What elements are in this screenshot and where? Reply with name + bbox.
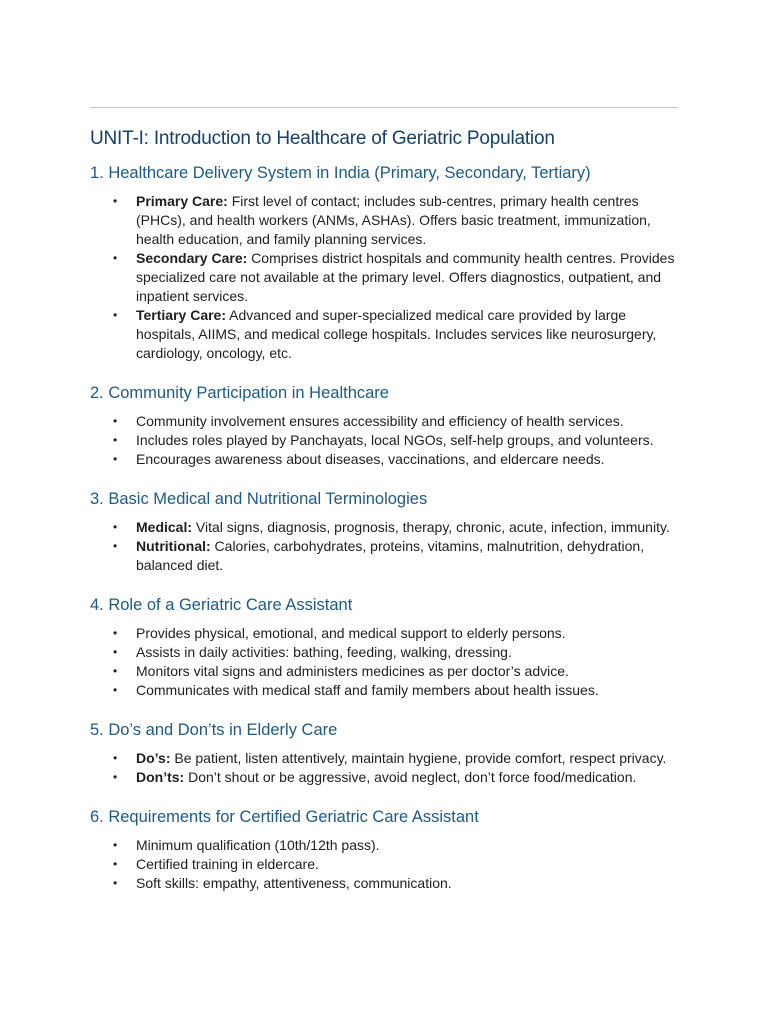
list-item xyxy=(90,681,682,700)
list-item xyxy=(90,249,682,306)
bullet-icon: • xyxy=(113,414,118,428)
item-text: Includes roles played by Panchayats, local NGOs, self-help groups, and volunteers. xyxy=(136,432,654,448)
bullet-list xyxy=(90,412,682,469)
top-divider xyxy=(90,107,678,108)
item-text: Calories, carbohydrates, proteins, vitamins, malnutrition, dehydration, balanced diet. xyxy=(136,538,645,573)
bullet-icon: • xyxy=(113,876,118,890)
item-text: Don’t shout or be aggressive, avoid neglect, don’t force food/medication. xyxy=(184,769,637,785)
item-text: Community involvement ensures accessibility and efficiency of health services. xyxy=(136,413,624,429)
item-label: Don’ts: xyxy=(136,769,185,785)
list-item xyxy=(90,537,682,575)
section-heading: 3. Basic Medical and Nutritional Terminologies xyxy=(90,490,428,508)
section-spacer xyxy=(90,363,682,382)
list-item xyxy=(90,306,682,363)
bullet-icon: • xyxy=(113,433,118,447)
list-item xyxy=(90,412,682,431)
item-text: Encourages awareness about diseases, vaccinations, and eldercare needs. xyxy=(136,451,605,467)
list-item xyxy=(90,749,682,768)
list-item xyxy=(90,192,682,249)
item-label: Medical: xyxy=(136,519,193,535)
list-item xyxy=(90,874,682,893)
bullet-list xyxy=(90,518,682,575)
section-spacer xyxy=(90,700,682,719)
list-item xyxy=(90,855,682,874)
item-text: Provides physical, emotional, and medical support to elderly persons. xyxy=(136,625,566,641)
list-item xyxy=(90,643,682,662)
bullet-icon: • xyxy=(113,539,118,553)
section-spacer xyxy=(90,469,682,488)
item-label: Do’s: xyxy=(136,750,171,766)
bullet-list xyxy=(90,624,682,700)
section-heading: 4. Role of a Geriatric Care Assistant xyxy=(90,596,353,614)
list-item xyxy=(90,450,682,469)
section-spacer xyxy=(90,787,682,806)
list-item xyxy=(90,431,682,450)
bullet-icon: • xyxy=(113,251,118,265)
section-1 xyxy=(90,162,682,363)
bullet-icon: • xyxy=(113,751,118,765)
bullet-icon: • xyxy=(113,645,118,659)
section-spacer xyxy=(90,575,682,594)
bullet-icon: • xyxy=(113,838,118,852)
section-heading: 1. Healthcare Delivery System in India (Primary, Secondary, Tertiary) xyxy=(90,164,591,182)
item-text: Soft skills: empathy, attentiveness, communication. xyxy=(136,875,452,891)
item-label: Secondary Care: xyxy=(136,250,248,266)
section-6 xyxy=(90,806,682,893)
list-item xyxy=(90,836,682,855)
bullet-icon: • xyxy=(113,520,118,534)
bullet-list xyxy=(90,836,682,893)
section-4 xyxy=(90,594,682,700)
list-item xyxy=(90,518,682,537)
section-2 xyxy=(90,382,682,469)
item-text: Certified training in eldercare. xyxy=(136,856,319,872)
bullet-icon: • xyxy=(113,857,118,871)
bullet-icon: • xyxy=(113,452,118,466)
list-item xyxy=(90,768,682,787)
section-3 xyxy=(90,488,682,575)
bullet-list xyxy=(90,192,682,363)
item-text: Communicates with medical staff and family members about health issues. xyxy=(136,682,599,698)
item-text: Assists in daily activities: bathing, feeding, walking, dressing. xyxy=(136,644,512,660)
bullet-icon: • xyxy=(113,194,118,208)
list-item xyxy=(90,624,682,643)
page-title: UNIT-I: Introduction to Healthcare of Geriatric Population xyxy=(90,128,555,149)
item-text: Comprises district hospitals and community health centres. Provides specialized care not available at the primary level. Offers diagnostics, outpatient, and inpatient services. xyxy=(136,250,675,304)
bullet-icon: • xyxy=(113,683,118,697)
section-5 xyxy=(90,719,682,787)
item-label: Tertiary Care: xyxy=(136,307,227,323)
item-text: Monitors vital signs and administers medicines as per doctor’s advice. xyxy=(136,663,569,679)
item-text: First level of contact; includes sub-centres, primary health centres (PHCs), and health workers (ANMs, ASHAs). Offers basic treatment, immunization, health education, and family planning services. xyxy=(136,193,651,247)
bullet-list xyxy=(90,749,682,787)
bullet-icon: • xyxy=(113,626,118,640)
bullet-icon: • xyxy=(113,770,118,784)
bullet-icon: • xyxy=(113,664,118,678)
list-item xyxy=(90,662,682,681)
bullet-icon: • xyxy=(113,308,118,322)
sections-container xyxy=(90,162,682,893)
item-text: Advanced and super-specialized medical care provided by large hospitals, AIIMS, and medical college hospitals. Includes services like neurosurgery, cardiology, oncology, etc. xyxy=(136,307,657,361)
document-content xyxy=(90,126,682,893)
item-text: Vital signs, diagnosis, prognosis, therapy, chronic, acute, infection, immunity. xyxy=(192,519,670,535)
item-text: Be patient, listen attentively, maintain hygiene, provide comfort, respect privacy. xyxy=(170,750,667,766)
item-label: Nutritional: xyxy=(136,538,211,554)
section-heading: 6. Requirements for Certified Geriatric Care Assistant xyxy=(90,808,479,826)
item-label: Primary Care: xyxy=(136,193,228,209)
item-text: Minimum qualification (10th/12th pass). xyxy=(136,837,380,853)
section-heading: 2. Community Participation in Healthcare xyxy=(90,384,389,402)
section-heading: 5. Do’s and Don’ts in Elderly Care xyxy=(90,721,338,739)
